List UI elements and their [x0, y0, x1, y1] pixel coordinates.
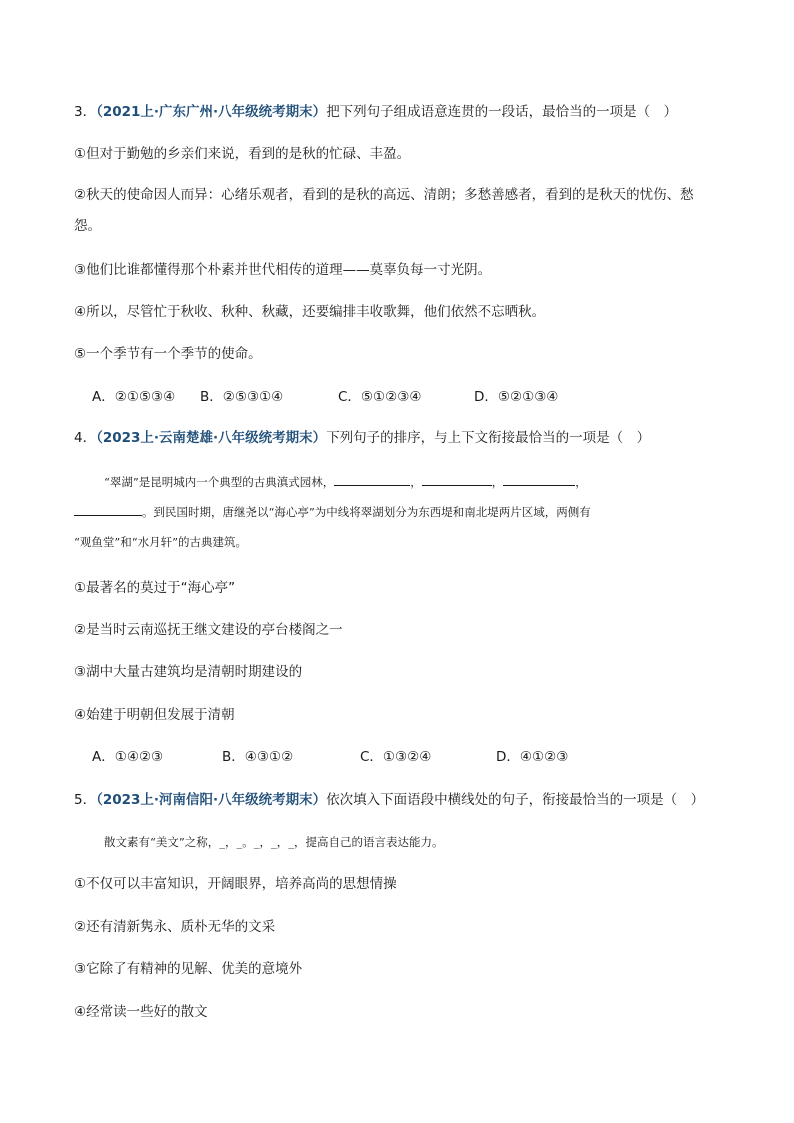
q4-blank-1: [334, 473, 410, 486]
q3-sentence-4: ④所以，尽管忙于秋收、秋种、秋藏，还要编排丰收歌舞，他们依然不忘晒秋。: [74, 304, 546, 320]
q3-stem: [74, 101, 736, 123]
q4-option-a[interactable]: A．①④②③: [92, 749, 164, 765]
q4-options: [92, 746, 592, 768]
q4-passage: “翠湖”是昆明城内一个典型的古典滇式园林， ， ， ， 。到民国时期，唐继尧以“海心亭”为中线将翠湖划分为东西堤和南北堤两片区域，两侧有 “观鱼堂”和“水月轩”的古典建筑。: [74, 467, 736, 557]
q3-option-a[interactable]: A．②①⑤③④: [92, 389, 176, 405]
q5-source: （2023上·河南信阳·八年级统考期末）: [96, 792, 327, 808]
q5-passage: [74, 827, 736, 857]
q4-source: （2023上·云南楚雄·八年级统考期末）: [96, 430, 327, 446]
q4-sentence-3: ③湖中大量古建筑均是清朝时期建设的: [74, 664, 303, 680]
q5-stem-text: 依次填入下面语段中横线处的句子，衔接最恰当的一项是（ ）: [326, 792, 705, 808]
q4-option-c[interactable]: C．①③②④: [360, 749, 432, 765]
q3-number: 3．: [74, 104, 97, 120]
q4-blank-2: [422, 473, 492, 486]
q4-passage-part-1: “翠湖”是昆明城内一个典型的古典滇式园林，: [104, 475, 335, 489]
q4-passage-part-2: 。到民国时期，唐继尧以“海心亭”为中线将翠湖划分为东西堤和南北堤两片区域，两侧有: [142, 505, 591, 519]
q5-number: 5．: [74, 792, 97, 808]
q5-stem: [74, 789, 736, 811]
q5-sentence-2: ②还有清新隽永、质朴无华的文采: [74, 919, 276, 935]
q3-sentence-2b: 怨。: [74, 218, 101, 234]
q4-sentence-2: ②是当时云南巡抚王继文建设的亭台楼阁之一: [74, 622, 343, 638]
q3-sentence-5: ⑤一个季节有一个季节的使命。: [74, 346, 262, 362]
q4-stem: [74, 427, 736, 449]
q4-option-d[interactable]: D．④①②③: [496, 749, 569, 765]
q3-options: [92, 386, 582, 408]
q4-option-b[interactable]: B．④③①②: [222, 749, 294, 765]
q3-option-d[interactable]: D．⑤②①③④: [474, 389, 559, 405]
q4-number: 4．: [74, 430, 97, 446]
q4-sentence-4: ④始建于明朝但发展于清朝: [74, 707, 235, 723]
q4-passage-part-3: “观鱼堂”和“水月轩”的古典建筑。: [74, 535, 248, 549]
q3-source: （2021上·广东广州·八年级统考期末）: [96, 104, 327, 120]
q5-sentence-1: ①不仅可以丰富知识，开阔眼界，培养高尚的思想情操: [74, 876, 397, 892]
q5-sentence-4: ④经常读一些好的散文: [74, 1004, 208, 1020]
q4-blank-3: [503, 473, 575, 486]
q5-sentence-3: ③它除了有精神的见解、优美的意境外: [74, 961, 303, 977]
q3-option-b[interactable]: B．②⑤③①④: [200, 389, 284, 405]
q3-sentence-3: ③他们比谁都懂得那个朴素并世代相传的道理——莫辜负每一寸光阴。: [74, 262, 492, 278]
q3-stem-text: 把下列句子组成语意连贯的一段话，最恰当的一项是（ ）: [326, 104, 678, 120]
q4-blank-4: [74, 503, 142, 516]
q3-option-c[interactable]: C．⑤①②③④: [338, 389, 422, 405]
q4-stem-text: 下列句子的排序，与上下文衔接最恰当的一项是（ ）: [326, 430, 651, 446]
q3-sentence-1: ①但对于勤勉的乡亲们来说，看到的是秋的忙碌、丰盈。: [74, 146, 411, 162]
q5-passage-text: 散文素有“美文”之称，_，_。_，_，_，提高自己的语言表达能力。: [104, 835, 444, 849]
q4-sentence-1: ①最著名的莫过于“海心亭”: [74, 580, 236, 596]
q3-sentence-2a: ②秋天的使命因人而异：心绪乐观者，看到的是秋的高远、清朗；多愁善感者，看到的是秋天的忧伤、愁: [74, 187, 694, 203]
